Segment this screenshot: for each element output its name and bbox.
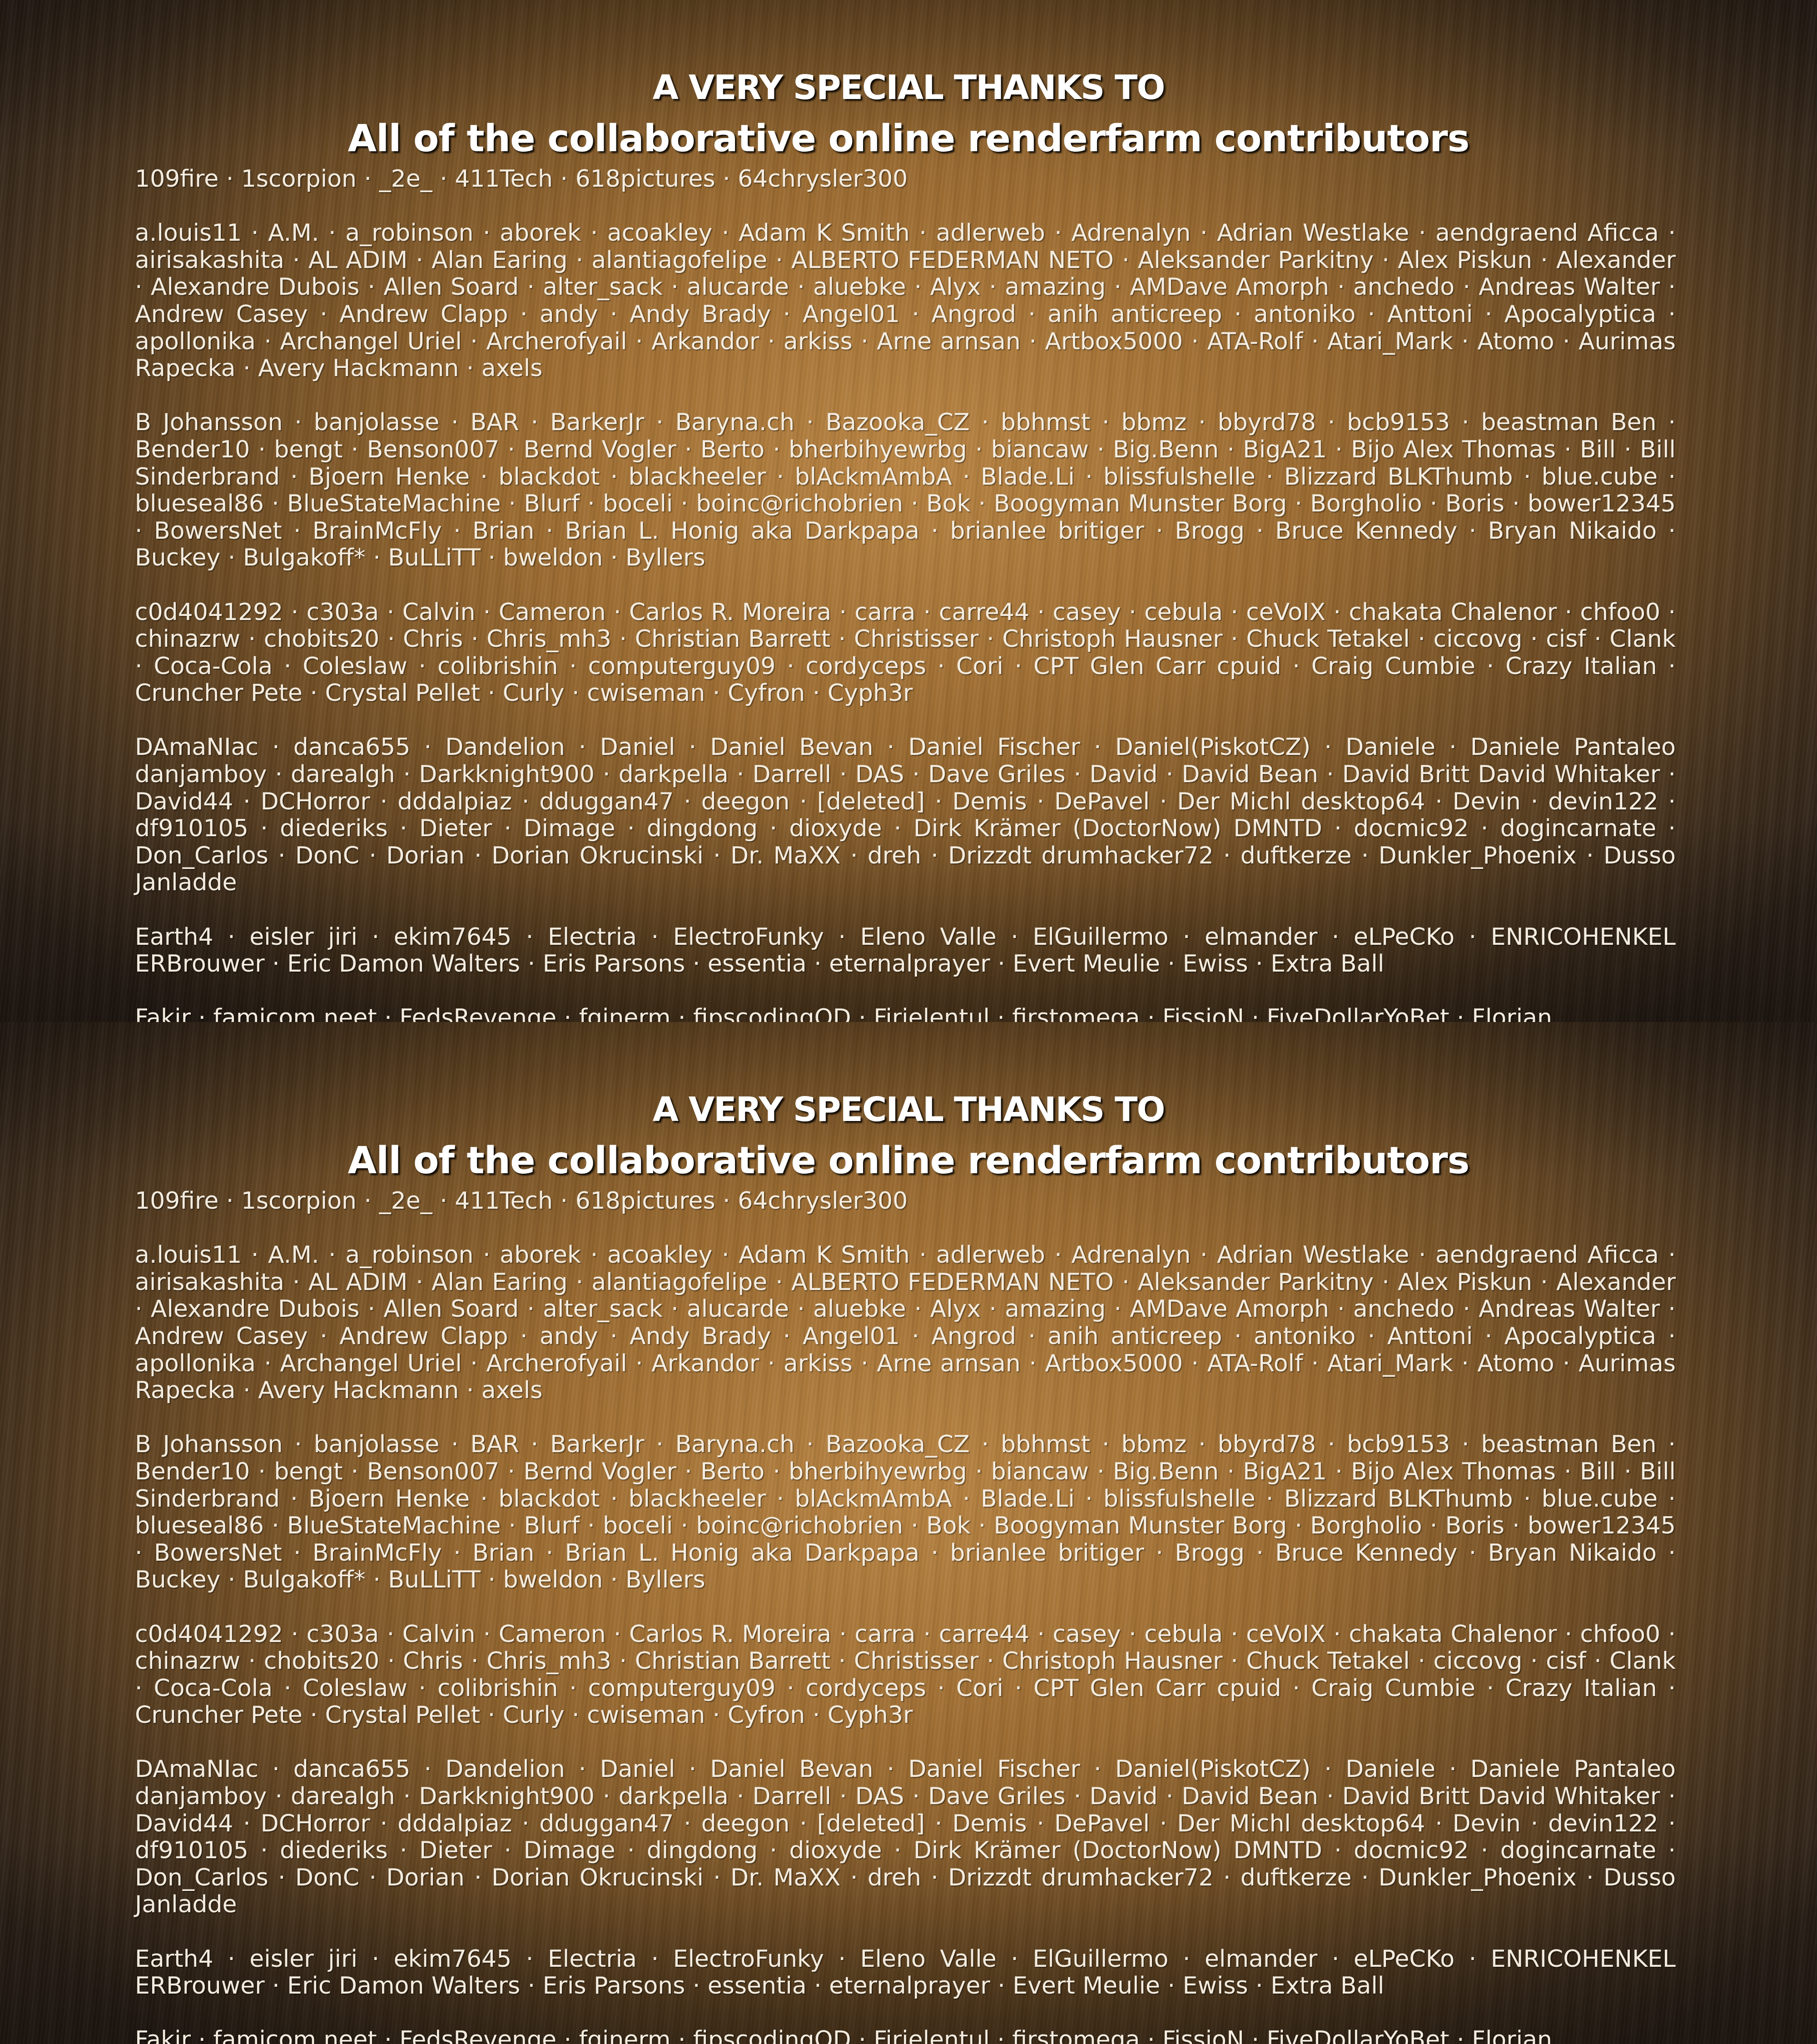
- contributor-group-b: B Johansson · banjolasse · BAR · BarkerJr · Baryna.ch · Bazooka_CZ · bbhmst · bbmz · bbyrd78 · bcb9153 · beastman Ben · Bender10 · bengt · Benson007 · Bernd Vogler · Berto · bherbihyewrbg · biancaw · Big.Benn · BigA21 · Bijo Alex Thomas · Bill · Bill Sinderbrand · Bjoern Henke · blackdot · blackheeler · blAckmAmbA · Blade.Li · blissfulshelle · Blizzard BLKThumb · blue.cube · blueseal86 · BlueStateMachine · Blurf · boceli · boinc@richobrien · Bok · Boogyman Munster Borg · Borgholio · Boris · bower12345 · BowersNet · BrainMcFly · Brian · Brian L. Honig aka Darkpapa · brianlee britiger · Brogg · Bruce Kennedy · Bryan Nikaido · Buckey · Bulgakoff* · BuLLiTT · bweldon · Byllers: [135, 1431, 1676, 1594]
- contributor-group-d: DAmaNIac · danca655 · Dandelion · Daniel · Daniel Bevan · Daniel Fischer · Daniel(PiskotCZ) · Daniele · Daniele Pantaleo danjamboy · darealgh · Darkknight900 · darkpella · Darrell · DAS · Dave Griles · David · David Bean · David Britt David Whitaker · David44 · DCHorror · dddalpiaz · dduggan47 · deegon · [deleted] · Demis · DePavel · Der Michl desktop64 · Devin · devin122 · df910105 · diederiks · Dieter · Dimage · dingdong · dioxyde · Dirk Krämer (DoctorNow) DMNTD · docmic92 · dogincarnate · Don_Carlos · DonC · Dorian · Dorian Okrucinski · Dr. MaXX · dreh · Drizzdt drumhacker72 · duftkerze · Dunkler_Phoenix · Dusso Janladde: [135, 734, 1676, 897]
- contributor-group-c: c0d4041292 · c303a · Calvin · Cameron · Carlos R. Moreira · carra · carre44 · casey · cebula · ceVoIX · chakata Chalenor · chfoo0 · chinazrw · chobits20 · Chris · Chris_mh3 · Christian Barrett · Christisser · Christoph Hausner · Chuck Tetakel · ciccovg · cisf · Clank · Coca-Cola · Coleslaw · colibrishin · computerguy09 · cordyceps · Cori · CPT Glen Carr cpuid · Craig Cumbie · Crazy Italian · Cruncher Pete · Crystal Pellet · Curly · cwiseman · Cyfron · Cyph3r: [135, 599, 1676, 707]
- contributor-group-a: a.louis11 · A.M. · a_robinson · aborek · acoakley · Adam K Smith · adlerweb · Adrenalyn · Adrian Westlake · aendgraend Aficca · airisakashita · AL ADIM · Alan Earing · alantiagofelipe · ALBERTO FEDERMAN NETO · Aleksander Parkitny · Alex Piskun · Alexander · Alexandre Dubois · Allen Soard · alter_sack · alucarde · aluebke · Alyx · amazing · AMDave Amorph · anchedo · Andreas Walter · Andrew Casey · Andrew Clapp · andy · Andy Brady · Angel01 · Angrod · anih anticreep · antoniko · Anttoni · Apocalyptica · apollonika · Archangel Uriel · Archerofyail · Arkandor · arkiss · Arne arnsan · Artbox5000 · ATA-Rolf · Atari_Mark · Atomo · Aurimas Rapecka · Avery Hackmann · axels: [135, 1242, 1676, 1404]
- thanks-subheading: All of the collaborative online renderfarm contributors: [0, 117, 1817, 160]
- contributor-group-digits: 109fire · 1scorpion · _2e_ · 411Tech · 618pictures · 64chrysler300: [135, 1188, 1676, 1215]
- contributor-group-f: Fakir · famicom.neet · FedsRevenge · fginerm · fipscodingQD · Firielentul · firstomega · FissioN · FiveDollarYoBet · Florian: [135, 1005, 1676, 1022]
- thanks-heading: A VERY SPECIAL THANKS TO: [0, 1090, 1817, 1129]
- thanks-heading: A VERY SPECIAL THANKS TO: [0, 68, 1817, 107]
- contributor-group-d: DAmaNIac · danca655 · Dandelion · Daniel · Daniel Bevan · Daniel Fischer · Daniel(PiskotCZ) · Daniele · Daniele Pantaleo danjamboy · darealgh · Darkknight900 · darkpella · Darrell · DAS · Dave Griles · David · David Bean · David Britt David Whitaker · David44 · DCHorror · dddalpiaz · dduggan47 · deegon · [deleted] · Demis · DePavel · Der Michl desktop64 · Devin · devin122 · df910105 · diederiks · Dieter · Dimage · dingdong · dioxyde · Dirk Krämer (DoctorNow) DMNTD · docmic92 · dogincarnate · Don_Carlos · DonC · Dorian · Dorian Okrucinski · Dr. MaXX · dreh · Drizzdt drumhacker72 · duftkerze · Dunkler_Phoenix · Dusso Janladde: [135, 1756, 1676, 1919]
- contributor-group-e: Earth4 · eisler jiri · ekim7645 · Electria · ElectroFunky · Eleno Valle · ElGuillermo · elmander · eLPeCKo · ENRICOHENKEL ERBrouwer · Eric Damon Walters · Eris Parsons · essentia · eternalprayer · Evert Meulie · Ewiss · Extra Ball: [135, 924, 1676, 978]
- contributor-group-c: c0d4041292 · c303a · Calvin · Cameron · Carlos R. Moreira · carra · carre44 · casey · cebula · ceVoIX · chakata Chalenor · chfoo0 · chinazrw · chobits20 · Chris · Chris_mh3 · Christian Barrett · Christisser · Christoph Hausner · Chuck Tetakel · ciccovg · cisf · Clank · Coca-Cola · Coleslaw · colibrishin · computerguy09 · cordyceps · Cori · CPT Glen Carr cpuid · Craig Cumbie · Crazy Italian · Cruncher Pete · Crystal Pellet · Curly · cwiseman · Cyfron · Cyph3r: [135, 1621, 1676, 1729]
- contributor-group-digits: 109fire · 1scorpion · _2e_ · 411Tech · 618pictures · 64chrysler300: [135, 166, 1676, 193]
- thanks-subheading: All of the collaborative online renderfarm contributors: [0, 1139, 1817, 1182]
- contributor-group-e: Earth4 · eisler jiri · ekim7645 · Electria · ElectroFunky · Eleno Valle · ElGuillermo · elmander · eLPeCKo · ENRICOHENKEL ERBrouwer · Eric Damon Walters · Eris Parsons · essentia · eternalprayer · Evert Meulie · Ewiss · Extra Ball: [135, 1946, 1676, 2000]
- contributor-group-b: B Johansson · banjolasse · BAR · BarkerJr · Baryna.ch · Bazooka_CZ · bbhmst · bbmz · bbyrd78 · bcb9153 · beastman Ben · Bender10 · bengt · Benson007 · Bernd Vogler · Berto · bherbihyewrbg · biancaw · Big.Benn · BigA21 · Bijo Alex Thomas · Bill · Bill Sinderbrand · Bjoern Henke · blackdot · blackheeler · blAckmAmbA · Blade.Li · blissfulshelle · Blizzard BLKThumb · blue.cube · blueseal86 · BlueStateMachine · Blurf · boceli · boinc@richobrien · Bok · Boogyman Munster Borg · Borgholio · Boris · bower12345 · BowersNet · BrainMcFly · Brian · Brian L. Honig aka Darkpapa · brianlee britiger · Brogg · Bruce Kennedy · Bryan Nikaido · Buckey · Bulgakoff* · BuLLiTT · bweldon · Byllers: [135, 409, 1676, 572]
- contributor-group-f: Fakir · famicom.neet · FedsRevenge · fginerm · fipscodingQD · Firielentul · firstomega · FissioN · FiveDollarYoBet · Florian: [135, 2027, 1676, 2044]
- contributor-group-a: a.louis11 · A.M. · a_robinson · aborek · acoakley · Adam K Smith · adlerweb · Adrenalyn · Adrian Westlake · aendgraend Aficca · airisakashita · AL ADIM · Alan Earing · alantiagofelipe · ALBERTO FEDERMAN NETO · Aleksander Parkitny · Alex Piskun · Alexander · Alexandre Dubois · Allen Soard · alter_sack · alucarde · aluebke · Alyx · amazing · AMDave Amorph · anchedo · Andreas Walter · Andrew Casey · Andrew Clapp · andy · Andy Brady · Angel01 · Angrod · anih anticreep · antoniko · Anttoni · Apocalyptica · apollonika · Archangel Uriel · Archerofyail · Arkandor · arkiss · Arne arnsan · Artbox5000 · ATA-Rolf · Atari_Mark · Atomo · Aurimas Rapecka · Avery Hackmann · axels: [135, 220, 1676, 382]
